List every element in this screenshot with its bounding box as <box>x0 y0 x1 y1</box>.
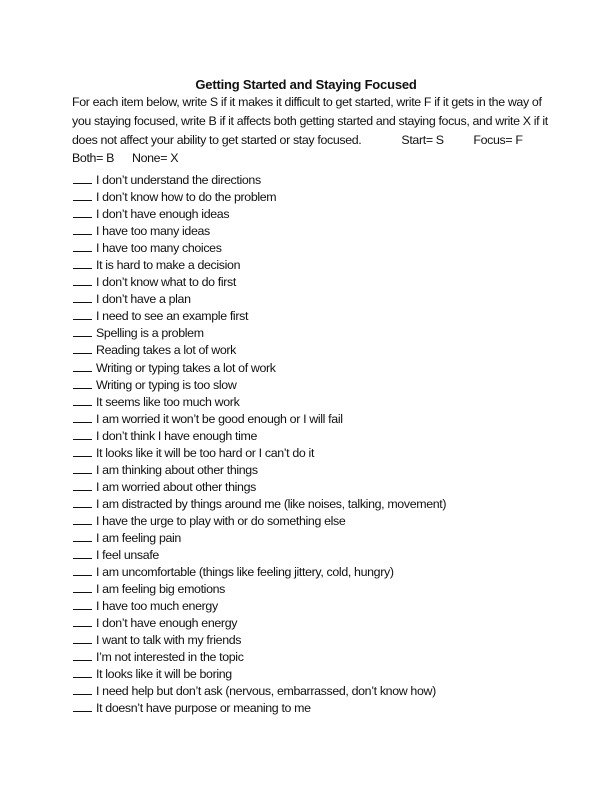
item-text: I don’t have enough ideas <box>96 207 230 222</box>
item-text: I have the urge to play with or do something else <box>96 513 346 528</box>
list-item <box>73 393 553 410</box>
item-text: I’m not interested in the topic <box>96 650 244 665</box>
item-text: I have too many ideas <box>96 224 210 239</box>
answer-blank[interactable] <box>73 239 92 252</box>
checklist <box>73 171 553 717</box>
item-text: I am uncomfortable (things like feeling jittery, cold, hungry) <box>96 565 394 580</box>
list-item <box>73 256 553 273</box>
list-item <box>73 222 553 239</box>
answer-blank[interactable] <box>73 427 92 440</box>
list-item <box>73 478 553 495</box>
answer-blank[interactable] <box>73 478 92 491</box>
list-item <box>73 290 553 307</box>
list-item <box>73 444 553 461</box>
item-text: It is hard to make a decision <box>96 258 241 273</box>
legend-start: Start= S <box>401 132 444 147</box>
answer-blank[interactable] <box>73 341 92 354</box>
answer-blank[interactable] <box>73 307 92 320</box>
answer-blank[interactable] <box>73 631 92 644</box>
list-item <box>73 682 553 699</box>
answer-blank[interactable] <box>73 699 92 712</box>
answer-blank[interactable] <box>73 273 92 286</box>
list-item <box>73 665 553 682</box>
item-text: It doesn’t have purpose or meaning to me <box>96 701 311 716</box>
list-item <box>73 461 553 478</box>
list-item <box>73 580 553 597</box>
answer-blank[interactable] <box>73 324 92 337</box>
list-item <box>73 631 553 648</box>
item-text: I want to talk with my friends <box>96 633 242 648</box>
item-text: I don’t understand the directions <box>96 173 261 187</box>
item-text: It looks like it will be too hard or I can’t do it <box>96 445 315 460</box>
list-item <box>73 324 553 341</box>
item-text: I have too much energy <box>96 599 218 614</box>
item-text: I don’t have enough energy <box>96 616 238 631</box>
item-text: Spelling is a problem <box>96 326 204 341</box>
legend-focus: Focus= F <box>473 132 523 147</box>
item-text: I am feeling big emotions <box>96 582 225 597</box>
answer-blank[interactable] <box>73 597 92 610</box>
instructions <box>72 93 552 168</box>
answer-blank[interactable] <box>73 376 92 389</box>
item-text: I don’t have a plan <box>96 292 191 307</box>
answer-blank[interactable] <box>73 205 92 218</box>
item-text: I don’t know how to do the problem <box>96 190 277 205</box>
answer-blank[interactable] <box>73 444 92 457</box>
list-item <box>73 188 553 205</box>
answer-blank[interactable] <box>73 256 92 269</box>
list-item <box>73 495 553 512</box>
answer-blank[interactable] <box>73 580 92 593</box>
item-text: Writing or typing is too slow <box>96 377 237 392</box>
answer-blank[interactable] <box>73 648 92 661</box>
legend-both: Both= B <box>72 151 114 166</box>
answer-blank[interactable] <box>73 495 92 508</box>
item-text: I am worried about other things <box>96 479 256 494</box>
answer-blank[interactable] <box>73 546 92 559</box>
item-text: It seems like too much work <box>96 394 240 409</box>
list-item <box>73 273 553 290</box>
item-text: I have too many choices <box>96 241 222 256</box>
item-text: It looks like it will be boring <box>96 667 232 682</box>
answer-blank[interactable] <box>73 529 92 542</box>
answer-blank[interactable] <box>73 512 92 525</box>
answer-blank[interactable] <box>73 461 92 474</box>
list-item <box>73 171 553 188</box>
page-title: Getting Started and Staying Focused <box>195 77 417 92</box>
list-item <box>73 239 553 256</box>
answer-blank[interactable] <box>73 563 92 576</box>
item-text: I am feeling pain <box>96 530 181 545</box>
list-item <box>73 699 553 716</box>
answer-blank[interactable] <box>73 614 92 627</box>
answer-blank[interactable] <box>73 222 92 235</box>
answer-blank[interactable] <box>73 290 92 303</box>
answer-blank[interactable] <box>73 188 92 201</box>
list-item <box>73 648 553 665</box>
instructions-text: For each item below, write S if it makes it difficult to get started, write F if it gets in the way of you staying focused, write B if it affects both getting started and staying focus, and write X if it does not affect your ability to get started or stay focused. <box>72 95 548 147</box>
item-text: I need help but don’t ask (nervous, embarrassed, don’t know how) <box>96 684 436 699</box>
item-text: I need to see an example first <box>96 309 249 324</box>
answer-blank[interactable] <box>73 359 92 372</box>
answer-blank[interactable] <box>73 665 92 678</box>
list-item <box>73 597 553 614</box>
list-item <box>73 359 553 376</box>
list-item <box>73 376 553 393</box>
item-text: I am worried it won’t be good enough or I will fail <box>96 411 343 426</box>
list-item <box>73 614 553 631</box>
item-text: I don’t think I have enough time <box>96 428 258 443</box>
list-item <box>73 205 553 222</box>
item-text: Writing or typing takes a lot of work <box>96 360 276 375</box>
item-text: I am distracted by things around me (like noises, talking, movement) <box>96 496 447 511</box>
list-item <box>73 341 553 358</box>
list-item <box>73 410 553 427</box>
item-text: I am thinking about other things <box>96 462 258 477</box>
list-item <box>73 529 553 546</box>
list-item <box>73 307 553 324</box>
list-item <box>73 427 553 444</box>
item-text: Reading takes a lot of work <box>96 343 237 358</box>
list-item <box>73 563 553 580</box>
legend-none: None= X <box>132 151 179 166</box>
list-item <box>73 546 553 563</box>
answer-blank[interactable] <box>73 393 92 406</box>
list-item <box>73 512 553 529</box>
item-text: I feel unsafe <box>96 548 159 563</box>
answer-blank[interactable] <box>73 682 92 695</box>
item-text: I don’t know what to do first <box>96 275 236 290</box>
answer-blank[interactable] <box>73 171 92 184</box>
answer-blank[interactable] <box>73 410 92 423</box>
